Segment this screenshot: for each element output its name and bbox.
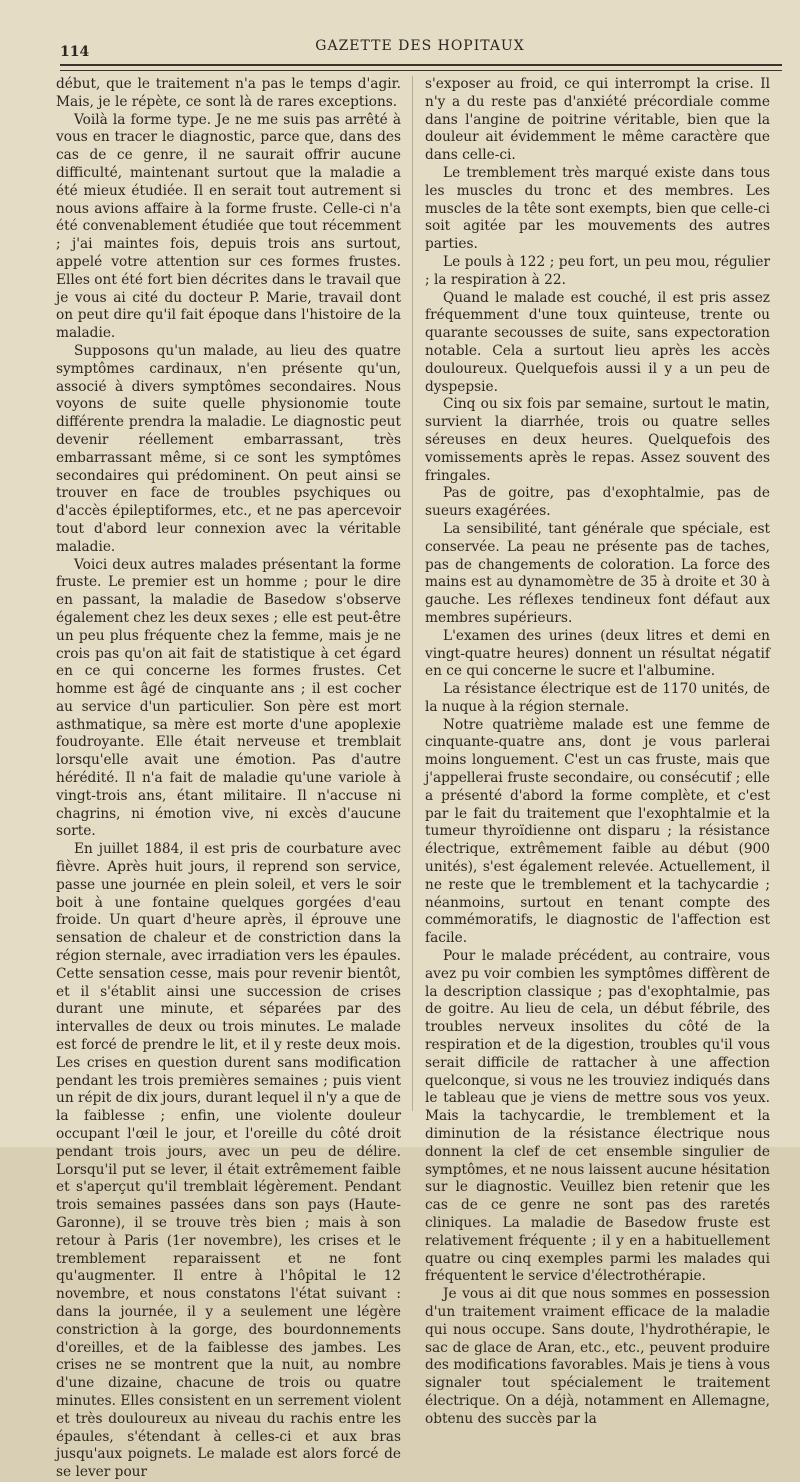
paragraph: La sensibilité, tant générale que spéciale, est conservée. La peau ne présente pas de taches, pas de changements de coloration. La force des mains est au dynamomètre de 35 à droite et 30 à gauche. Les réflexes tendineux font défaut aux membres supérieurs. xyxy=(425,520,770,626)
right-column xyxy=(425,76,770,1429)
page-header xyxy=(60,38,780,60)
paragraph: L'examen des urines (deux litres et demi en vingt-quatre heures) donnent un résultat négatif en ce qui concerne le sucre et l'albumine. xyxy=(425,627,770,680)
paragraph: Je vous ai dit que nous sommes en possession d'un traitement vraiment efficace de la maladie qui nous occupe. Sans doute, l'hydrothérapie, le sac de glace de Aran, etc., etc., peuvent produire des modifications favorables. Mais je tiens à vous signaler tout spécialement le traitement électrique. On a déjà, notamment en Allemagne, obtenu des succès par la xyxy=(425,1286,770,1427)
paragraph: Cinq ou six fois par semaine, surtout le matin, survient la diarrhée, trois ou quatre selles séreuses en deux heures. Quelquefois des vomissements après le repas. Assez souvent des fringales. xyxy=(425,396,770,484)
paragraph: début, que le traitement n'a pas le temps d'agir. Mais, je le répète, ce sont là de rares exceptions. xyxy=(56,76,401,110)
column-divider xyxy=(412,76,413,1111)
header-rule-thin xyxy=(60,70,782,71)
paragraph: s'exposer au froid, ce qui interrompt la crise. Il n'y a du reste pas d'anxiété précordiale comme dans l'angine de poitrine véritable, bien que la douleur ait évidemment le même caractère que dans celle-ci. xyxy=(425,76,770,164)
paragraph: Notre quatrième malade est une femme de cinquante-quatre ans, dont je vous parlerai moins longuement. C'est un cas fruste, mais que j'appellerai fruste secondaire, ou consécutif ; elle a présenté d'abord la forme complète, et c'est par le fait du traitement que l'exophtalmie et la tumeur thyroïdienne ont disparu ; la résistance électrique, extrêmement faible au début (900 unités), s'est également relevée. Actuellement, il ne reste que le tremblement et la tachycardie ; néanmoins, surtout en tenant compte des commémoratifs, le diagnostic de l'affection est facile. xyxy=(425,716,770,947)
paragraph: Quand le malade est couché, il est pris assez fréquemment d'une toux quinteuse, trente ou quarante secousses de suite, sans expectoration notable. Cela a surtout lieu après les accès douloureux. Quelquefois aussi il y a un peu de dyspepsie. xyxy=(425,289,770,395)
left-column xyxy=(56,76,401,1482)
header-rule-thick xyxy=(60,64,782,66)
paragraph: Voici deux autres malades présentant la forme fruste. Le premier est un homme ; pour le dire en passant, la maladie de Basedow s'observe également chez les deux sexes ; elle est peut-être un peu plus fréquente chez la femme, mais je ne crois pas qu'on ait fait de statistique à cet égard en ce qui concerne les formes frustes. Cet homme est âgé de cinquante ans ; il est cocher au service d'un particulier. Son père est mort asthmatique, sa mère est morte d'une apoplexie foudroyante. Elle était nerveuse et tremblait lorsqu'elle avait une émotion. Pas d'autre hérédité. Il n'a fait de maladie qu'une variole à vingt-trois ans, étant militaire. Il n'accuse ni chagrins, ni émotion vive, ni excès d'aucune sorte. xyxy=(56,556,401,840)
paragraph: La résistance électrique est de 1170 unités, de la nuque à la région sternale. xyxy=(425,681,770,715)
paragraph: Pour le malade précédent, au contraire, vous avez pu voir combien les symptômes diffèrent de la description classique ; pas d'exophtalmie, pas de goitre. Au lieu de cela, un début fébrile, des troubles nerveux insolites du côté de la respiration et de la digestion, troubles qu'il vous serait difficile de rattacher à une affection quelconque, si vous ne les trouviez indiqués dans le tableau que je viens de mettre sous vos yeux. Mais la tachycardie, le tremblement et la diminution de la résistance électrique nous donnent la clef de cet ensemble singulier de symptômes, et ne nous laissent aucune hésitation sur le diagnostic. Veuillez bien retenir que les cas de ce genre ne sont pas des raretés cliniques. La maladie de Basedow fruste est relativement fréquente ; il y en a habituellement quatre ou cinq exemples parmi les malades qui fréquentent le service d'électrothérapie. xyxy=(425,948,770,1285)
paragraph: En juillet 1884, il est pris de courbature avec fièvre. Après huit jours, il reprend son service, passe une journée en plein soleil, et vers le soir boit à une fontaine quelques gorgées d'eau froide. Un quart d'heure après, il éprouve une sensation de chaleur et de constriction dans la région sternale, avec irradiation vers les épaules. Cette sensation cesse, mais pour revenir bientôt, et il s'établit ainsi une succession de crises durant une minute, et séparées par des intervalles de deux ou trois minutes. Le malade est forcé de prendre le lit, et il y reste deux mois. Les crises en question durent sans modification pendant les trois premières semaines ; puis vient un répit de dix jours, durant lequel il n'y a que de la faiblesse ; enfin, une violente douleur occupant l'œil le jour, et l'oreille du côté droit pendant trois jours, avec un peu de délire. Lorsqu'il put se lever, il était extrêmement faible et s'aperçut qu'il tremblait légèrement. Pendant trois semaines passées dans son pays (Haute-Garonne), il se trouve très bien ; mais à son retour à Paris (1er novembre), les crises et le tremblement reparaissent et ne font qu'augmenter. Il entre à l'hôpital le 12 novembre, et nous constatons l'état suivant : dans la journée, il y a seulement une légère constriction à la gorge, des bourdonnements d'oreilles, et de la faiblesse des jambes. Les crises ne se montrent que la nuit, au nombre d'une dizaine, chacune de trois ou quatre minutes. Elles consistent en un serrement violent et très douloureux au niveau du rachis entre les épaules, s'étendant à celles-ci et aux bras jusqu'aux poignets. Le malade est alors forcé de se lever pour xyxy=(56,841,401,1481)
paragraph: Le pouls à 122 ; peu fort, un peu mou, régulier ; la respiration à 22. xyxy=(425,253,770,288)
paragraph: Le tremblement très marqué existe dans tous les muscles du tronc et des membres. Les muscles de la tête sont exempts, bien que celle-ci soit agitée par les mouvements des autres parties. xyxy=(425,164,770,253)
running-title: GAZETTE DES HOPITAUX xyxy=(315,38,525,54)
paragraph: Voilà la forme type. Je ne me suis pas arrêté à vous en tracer le diagnostic, parce que, dans des cas de ce genre, il ne saurait offrir aucune difficulté, maintenant surtout que la maladie a été mieux étudiée. Il en serait tout autrement si nous avions affaire à la forme fruste. Celle-ci n'a été convenablement étudiée que tout récemment ; j'ai maintes fois, depuis trois ans surtout, appelé votre attention sur ces formes frustes. Elles ont été fort bien décrites dans le travail que je vous ai cité du docteur P. Marie, travail dont on peut dire qu'il fait époque dans l'histoire de la maladie. xyxy=(56,111,401,342)
paragraph: Supposons qu'un malade, au lieu des quatre symptômes cardinaux, n'en présente qu'un, associé à divers symptômes secondaires. Nous voyons de suite quelle physionomie toute différente prendra la maladie. Le diagnostic peut devenir réellement embarrassant, très embarrassant même, si ce sont les symptômes secondaires qui prédominent. On peut ainsi se trouver en face de troubles psychiques ou d'accès épileptiformes, etc., et ne pas apercevoir tout d'abord leur connexion avec la véritable maladie. xyxy=(56,342,401,555)
paragraph: Pas de goitre, pas d'exophtalmie, pas de sueurs exagérées. xyxy=(425,485,770,520)
page-number: 114 xyxy=(60,44,90,60)
